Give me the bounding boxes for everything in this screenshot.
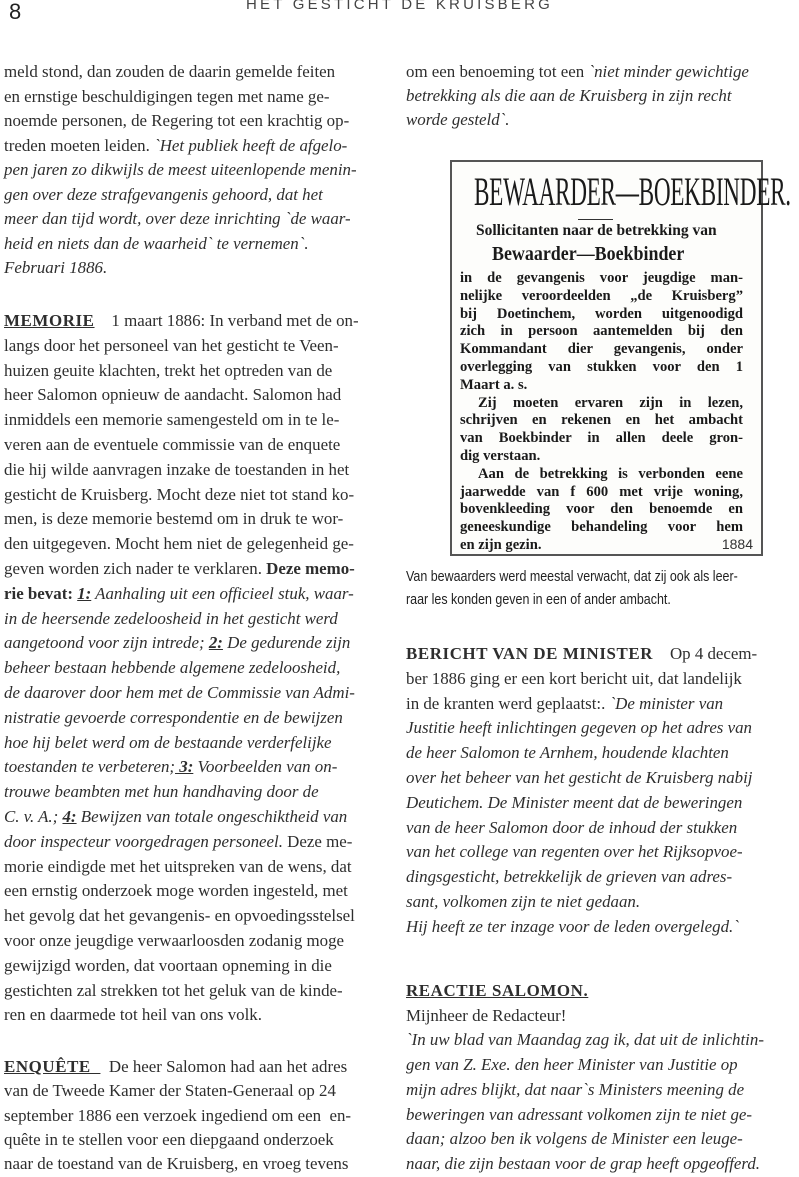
clipping-line: en zijn gezin. [460,536,542,553]
text-segment: De gedurende zijn [222,633,351,653]
text-line [406,716,757,741]
text-line [4,855,359,880]
text-segment: morie eindigde met het uitspreken van de wens, dat [4,856,352,876]
text-segment: meer dan tijd wordt, over deze inrichting `de waar- [4,209,351,228]
text-line [406,84,749,108]
text-line [4,755,359,780]
text-line [4,879,359,904]
clipping-line: geneeskundige behandeling voor hem [460,519,743,536]
clipping-title: BEWAARDER—BOEKBINDER. [474,169,791,214]
text-segment: 1 maart 1886: In verband met de on- [94,311,359,330]
text-segment: huizen geuite klachten, trekt het optreden van de [4,360,333,380]
text-segment: Februari 1886. [4,258,108,277]
text-segment: in de heersende zedeloosheid in het gesticht werd [4,608,338,628]
running-title: HET GESTICHT DE KRUISBERG [246,0,553,13]
text-line [406,915,757,940]
clipping-line: overlegging van stukken voor den 1 [460,358,743,375]
text-line [4,1055,351,1079]
text-line [4,232,357,257]
text-line [4,507,359,532]
text-segment: rie bevat: [4,583,78,603]
text-segment: beweringen van adressant volkomen zijn te niet ge- [406,1104,753,1124]
newspaper-clipping [450,160,791,556]
text-segment: om een benoeming tot een [406,62,589,81]
text-segment: heid en niets dan de waarheid` te vernemen`. [4,233,309,253]
text-segment: Deutichem. De Minister meent dat de beweringen [406,792,743,812]
left-para-memorie [4,309,359,1028]
text-segment: meld stond, dan zouden de daarin gemelde feiten [4,62,336,81]
text-segment: quête in te stellen voor een diepgaand onderzoek [4,1129,334,1149]
clipping-line: bovenkleeding voor den benoemde en [460,501,743,518]
text-segment: MEMORIE [4,311,95,330]
text-line [4,681,359,706]
text-segment: voor onze jeugdige verwaarloosden zodanig moge [4,930,345,950]
text-line [4,1079,351,1103]
text-line [4,929,359,954]
clipping-line: Kommandant dier gevangenis, onder [460,341,743,358]
text-segment: door inspecteur voorgedragen personeel. [4,831,283,851]
text-line [4,731,359,756]
text-line [4,1003,359,1028]
text-segment: noemde personen, de Regering tot een krachtig op- [4,111,350,130]
text-line [4,207,357,232]
text-segment: REACTIE SALOMON. [406,981,589,1000]
text-segment: Bewijzen van totale ongeschiktheid van [76,806,348,826]
text-segment: 3: [175,757,194,777]
text-segment: gen van Z. Exe. den heer Minister van Justitie op [406,1055,738,1075]
text-segment: `Het publiek heeft de afgelo- [154,135,348,155]
clipping-line: nelijke veroordeelden „de Kruisberg” [460,287,743,304]
text-segment: `De minister van [609,693,724,713]
text-line [406,816,757,841]
text-line [4,1128,351,1152]
clipping-line: Zij moeten ervaren zijn in lezen, [478,394,743,411]
text-segment: gen over deze strafgevangenis gehoord, dat het [4,184,323,204]
text-line [4,483,359,508]
text-segment: dingsgesticht, betrekkelijk de grieven van adres- [406,867,733,887]
text-segment: een ernstig onderzoek moge worden ingesteld, met [4,881,348,901]
text-segment: Hij heeft ze ter inzage voor de leden overgelegd.` [406,916,739,936]
text-line [4,557,359,582]
text-line [406,840,757,865]
text-line [4,334,359,359]
clipping-line: jaarwedde van f 600 met vrije woning, [460,483,743,500]
text-line [406,791,757,816]
left-para-intro [4,60,357,281]
text-segment: gesticht de Kruisberg. Mocht deze niet tot stand ko- [4,484,355,504]
text-segment: `niet minder gewichtige [588,62,749,81]
text-line [4,656,359,681]
text-segment: langs door het personeel van het gesticht te Veen- [4,335,339,355]
text-line [406,1103,764,1128]
text-segment: betrekking als die aan de Kruisberg in zijn recht [406,86,732,106]
text-segment: 2: [208,633,223,653]
text-segment: die hij wilde aanvragen inzake de toestanden in het [4,459,350,479]
text-segment: treden moeten leiden. [4,135,155,155]
clipping-line: bij Doetinchem, worden uitgenoodigd [460,305,743,322]
text-line [4,134,357,159]
text-segment: van het college van regenten over het Rijksopvoe- [406,842,743,862]
text-line [4,706,359,731]
text-segment: De heer Salomon had aan het adres [100,1057,348,1076]
text-line [4,85,357,110]
page-number: 8 [9,0,22,24]
text-segment: 1: [77,583,92,603]
image-caption [406,566,738,612]
text-segment: nistratie gevoerde correspondentie en de bewijzen [4,707,343,727]
text-segment: sant, volkomen zijn te niet gedaan. [406,891,641,911]
text-line [4,607,359,632]
text-line [4,532,359,557]
text-line [4,458,359,483]
clipping-divider [578,219,613,220]
text-segment: Op 4 decem- [653,644,758,663]
text-line [406,642,757,667]
text-line [406,1004,764,1029]
clipping-line: in de gevangenis voor jeugdige man- [460,270,743,286]
text-segment: over het beheer van het gesticht de Kruisberg nabij [406,767,753,787]
text-segment: ren en daarmede tot heil van ons volk. [4,1005,262,1025]
text-line [406,1127,764,1152]
clipping-line: van Boekbinder in allen deele gron- [460,430,743,447]
text-segment: Mijnheer de Redacteur! [406,1005,567,1025]
text-segment: aangetoond voor zijn intrede; [4,633,209,653]
text-segment: daan; alzoo ben ik volgens de Minister een leuge- [406,1129,743,1149]
right-para-bericht [406,642,757,940]
text-segment: den uitgegeven. Mocht hem niet de gelegenheid ge- [4,534,354,554]
text-line [406,1053,764,1078]
clipping-body [460,270,743,555]
text-segment: geven worden zich nader te verklaren. [4,558,267,578]
text-segment: Justitie heeft inlichtingen gegeven op het adres van [406,718,752,738]
text-segment: heer Salomon opnieuw de aandacht. Salomon had [4,385,342,405]
clipping-line: zich in persoon aantemelden bij den [460,323,743,340]
text-segment: hoe hij belet werd om de bestaande verderfelijke [4,732,332,752]
text-segment: C. v. A.; [4,806,63,826]
text-line [4,1104,351,1128]
text-segment: de heer Salomon te Arnhem, houdende klachten [406,743,729,763]
right-para-intro [406,60,749,133]
text-segment: het gevolg dat het gevangenis- en opvoedingsstelsel [4,906,355,926]
text-segment: `In uw blad van Maandag zag ik, dat uit de inlichtin- [406,1030,764,1050]
text-line [4,954,359,979]
text-line [406,979,764,1004]
text-line [4,256,357,281]
text-line [406,741,757,766]
text-segment: inmiddels een memorie samengesteld om in te le- [4,410,340,430]
text-line [4,359,359,384]
text-segment: ENQUÊTE [4,1057,101,1076]
caption-line: Van bewaarders werd meestal verwacht, dat zij ook als leer- [406,569,738,585]
text-segment: worde gesteld`. [406,110,510,130]
text-segment: trouwe beambten met hun handhaving door de [4,782,319,802]
text-segment: september 1886 een verzoek ingediend om een en- [4,1105,352,1125]
clipping-line: Maart a. s. [460,376,528,393]
text-segment: Deze memo- [266,558,355,578]
text-line [406,108,749,132]
text-segment: Aanhaling uit een officieel stuk, waar- [91,583,354,603]
text-segment: toestanden te verbeteren; [4,757,176,777]
clipping-line: schrijven en rekenen en het ambacht [460,412,743,429]
clipping-year: 1884 [721,536,753,552]
clipping-lead: Sollicitanten naar de betrekking van [476,222,717,239]
text-segment: gestichten zal strekken tot het geluk van de kinde- [4,980,343,1000]
text-segment: BERICHT VAN DE MINISTER [406,644,654,663]
clipping-line: dig verstaan. [460,447,541,464]
text-line [4,582,359,607]
text-line [4,979,359,1004]
text-line [4,309,359,334]
text-line [406,1152,764,1177]
text-line [406,1078,764,1103]
text-segment: men, is deze memorie bestemd om in druk te wor- [4,509,344,529]
left-para-enquete [4,1055,351,1176]
text-segment: naar, die zijn bestaan voor de grap heeft opgeofferd. [406,1153,761,1173]
text-line [406,60,749,84]
text-line [406,890,757,915]
text-line [4,631,359,656]
text-line [4,183,357,208]
right-para-reactie [406,979,764,1177]
text-line [406,692,757,717]
clipping-line: Aan de betrekking is verbonden eene [478,465,743,482]
caption-line: raar les konden geven in een of ander ambacht. [406,592,671,608]
text-segment: van de heer Salomon door de inhoud der stukken [406,817,738,837]
text-line [4,780,359,805]
text-line [406,865,757,890]
text-segment: naar de toestand van de Kruisberg, en vroeg tevens [4,1154,349,1174]
text-segment: 4: [62,806,77,826]
text-line [4,408,359,433]
text-line [4,158,357,183]
text-line [406,766,757,791]
text-line [4,1152,351,1176]
text-line [4,60,357,85]
text-line [406,1028,764,1053]
text-segment: gewijzigd worden, dat voortaan opneming in die [4,955,332,975]
text-line [4,109,357,134]
text-segment: Deze me- [282,831,353,851]
text-line [4,805,359,830]
text-line [4,433,359,458]
text-segment: van de Tweede Kamer der Staten-Generaal op 24 [4,1081,336,1101]
text-segment: beheer bestaan hebbende algemene zedeloosheid, [4,658,341,678]
text-segment: in de kranten werd geplaatst:. [406,693,610,713]
text-segment: ber 1886 ging er een kort bericht uit, dat landelijk [406,668,742,688]
text-segment: de daarover door hem met de Commissie van Admi- [4,682,355,702]
text-segment: veren aan de eventuele commissie van de enquete [4,434,341,454]
text-line [4,383,359,408]
text-line [4,830,359,855]
text-segment: Voorbeelden van on- [193,757,338,777]
text-segment: pen jaren zo dikwijls de meest uiteenlopende menin- [4,160,357,179]
text-line [406,667,757,692]
text-segment: en ernstige beschuldigingen tegen met name ge- [4,86,330,106]
text-segment: mijn adres blijkt, dat naar`s Ministers meening de [406,1079,745,1099]
clipping-subtitle: Bewaarder—Boekbinder [492,244,685,265]
text-line [4,904,359,929]
